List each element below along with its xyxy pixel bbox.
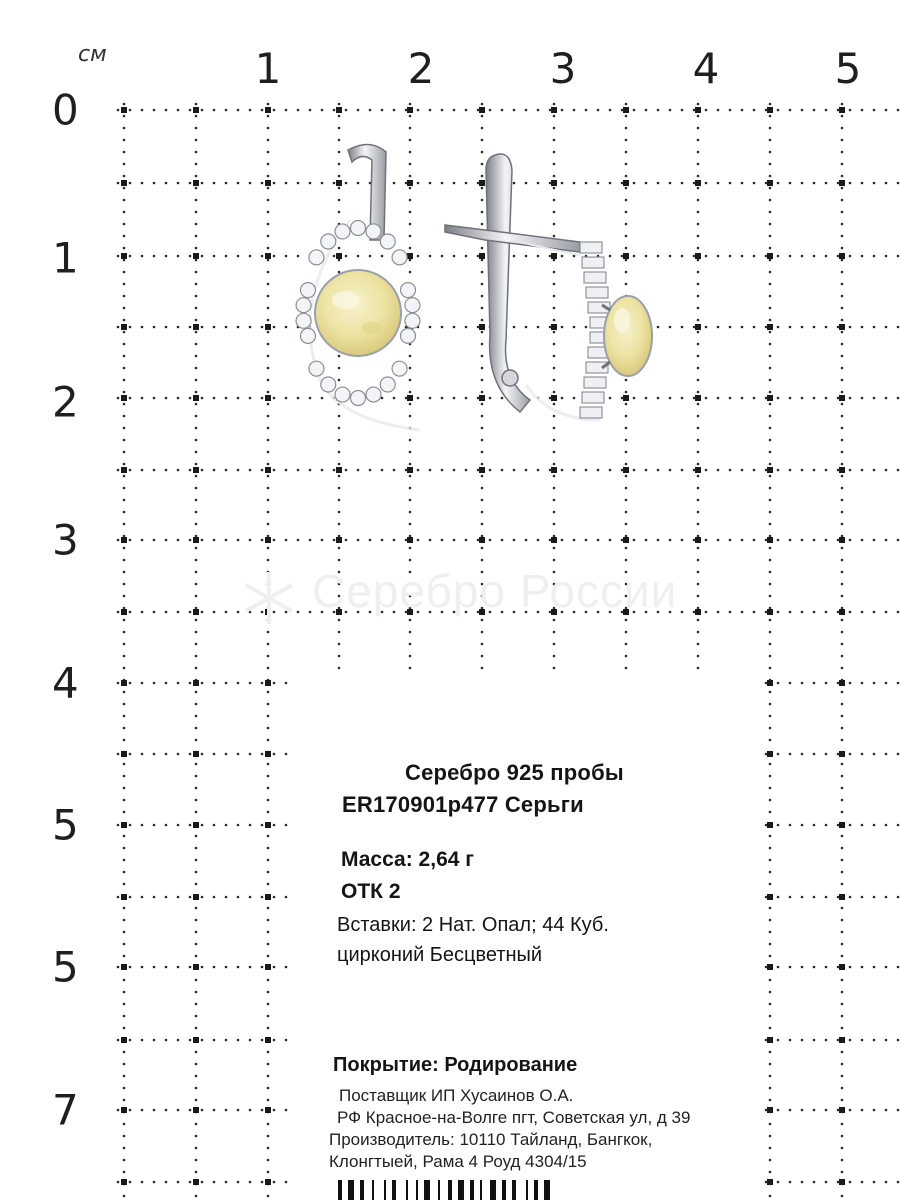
- label-mass: Масса: 2,64 г: [341, 848, 475, 871]
- label-supplier-address: РФ Красное-на-Волге пгт, Советская ул, д 39: [337, 1108, 691, 1127]
- ruler-x-label-3: 3: [549, 44, 577, 93]
- ruler-y-label-2: 2: [52, 377, 79, 427]
- ruler-y-label-0: 0: [52, 85, 79, 135]
- ruler-unit-label: см: [78, 42, 107, 67]
- ruler-y-label-4: 4: [52, 658, 79, 708]
- label-otk: ОТК 2: [341, 880, 401, 903]
- label-coating: Покрытие: Родирование: [333, 1054, 578, 1076]
- label-producer-line1: Производитель: 10110 Тайланд, Бангкок,: [329, 1130, 653, 1149]
- label-producer-line2: Клонгтыей, Рама 4 Роуд 4304/15: [329, 1152, 587, 1171]
- ruler-y-label-1: 1: [52, 233, 79, 283]
- ruler-y-label-5: 5: [52, 800, 79, 850]
- ruler-y-label-3: 3: [52, 515, 79, 565]
- label-inserts-line1: Вставки: 2 Нат. Опал; 44 Куб.: [337, 914, 609, 936]
- ruler-x-label-5: 5: [834, 44, 862, 93]
- label-title: Серебро 925 пробы: [405, 760, 624, 785]
- ruler-y-label-6: 5: [52, 942, 79, 992]
- ruler-y-label-7: 7: [52, 1085, 79, 1135]
- ruler-x-label-1: 1: [254, 44, 282, 93]
- label-inserts-line2: цирконий Бесцветный: [337, 944, 543, 966]
- ruler-x-label-2: 2: [407, 44, 435, 93]
- ruler-x-label-4: 4: [692, 44, 720, 93]
- label-supplier: Поставщик ИП Хусаинов О.А.: [339, 1086, 574, 1105]
- watermark-text: Серебро России: [312, 565, 678, 617]
- barcode: [338, 1180, 678, 1200]
- label-article: ER170901p477 Серьги: [342, 792, 584, 817]
